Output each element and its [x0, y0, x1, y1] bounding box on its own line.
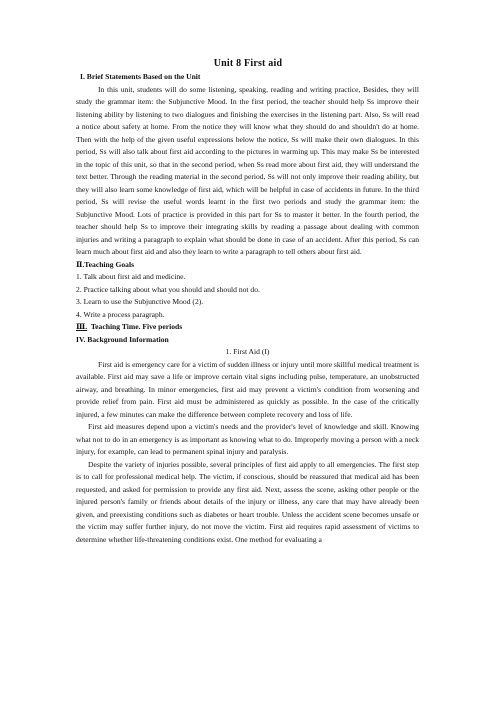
section-heading-teaching-time [76, 321, 419, 334]
document-body [76, 71, 419, 546]
section-heading-text: .Teaching Goals [82, 259, 135, 269]
section-heading-brief-statements: I. Brief Statements Based on the Unit [80, 72, 201, 81]
goal-item: 4. Write a process paragraph. [76, 309, 165, 319]
unit-title: Unit 8 First aid [213, 58, 283, 69]
section-numeral: Ⅲ. [76, 322, 88, 331]
section-heading-text: Teaching Time. Five periods [87, 322, 183, 331]
background-paragraph: First aid measures depend upon a victim's needs and the provider's level of knowledge and skill. Knowing what not to do in an emergency is as important as knowing what to do. Improperly moving a person with a neck injury, for example, can lead to permanent spinal injury and paralysis. [76, 422, 419, 456]
subsection-heading-first-aid: 1. First Aid (I) [225, 347, 270, 356]
section-heading-background: IV. Background Information [76, 334, 169, 344]
section-heading-teaching-goals [76, 259, 419, 272]
section-numeral: Ⅱ [76, 259, 83, 269]
background-paragraph: Despite the variety of injuries possible, several principles of first aid apply to all emergencies. The first step is to call for professional medical help. The victim, if conscious, should be reassured that medical aid has been requested, and asked for permission to provide any first aid. Next, assess the scene, asking other people or the injured person's family or friends about details of the injury or illness, any care that may have already been given, and preexisting conditions such as diabetes or heart trouble. Unless the accident scene becomes unsafe or the victim may suffer further injury, do not move the victim. First aid requires rapid assessment of victims to determine whether life-threatening conditions exist. One method for evaluating a [76, 459, 419, 544]
background-paragraph: First aid is emergency care for a victim of sudden illness or injury until more skillful medical treatment is available. First aid may save a life or improve certain vital signs including pulse, temperature, an unobstructed airway, and breathing. In minor emergencies, first aid may prevent a victim's condition from worsening and provide relief from pain. First aid must be administered as quickly as possible. In the case of the critically injured, a few minutes can make the difference between complete recovery and loss of life. [76, 359, 419, 419]
brief-statements-paragraph: In this unit, students will do some listening, speaking, reading and writing practice, Besides, they will study the grammar item: the Subjunctive Mood. In the first period, the teacher should help Ss improve their listening ability by listening to two dialogues and finishing the exercises in the listening part. Also, Ss will read a notice about safety at home. From the notice they will know what they should do and shouldn't do at home. Then with the help of the given useful expressions below the notice, Ss will make their own dialogues. In this period, Ss will also talk about first aid according to the pictures in warming up. This may make Ss be interested in the topic of this unit, so that in the second period, when Ss read more about first aid, they will understand the text better. Through the reading material in the second period, Ss will not only improve their reading ability, but they will also learn some knowledge of first aid, which will be helpful in case of accidents in future. In the third period, Ss will revise the useful words learnt in the first two periods and study the grammar item: the Subjunctive Mood. Lots of practice is provided in this part for Ss to master it better. In the fourth period, the teacher should help Ss to improve their integrating skills by reading a passage about dealing with common injuries and writing a paragraph to explain what should be done in case of an accident. After this period, Ss can learn much about first aid and also they learn to write a paragraph to tell others about first aid. [76, 84, 419, 256]
goal-item: 2. Practice talking about what you should and should not do. [76, 284, 260, 294]
goal-item: 1. Talk about first aid and medicine. [76, 272, 186, 281]
goal-item: 3. Learn to use the Subjunctive Mood (2). [76, 297, 204, 306]
